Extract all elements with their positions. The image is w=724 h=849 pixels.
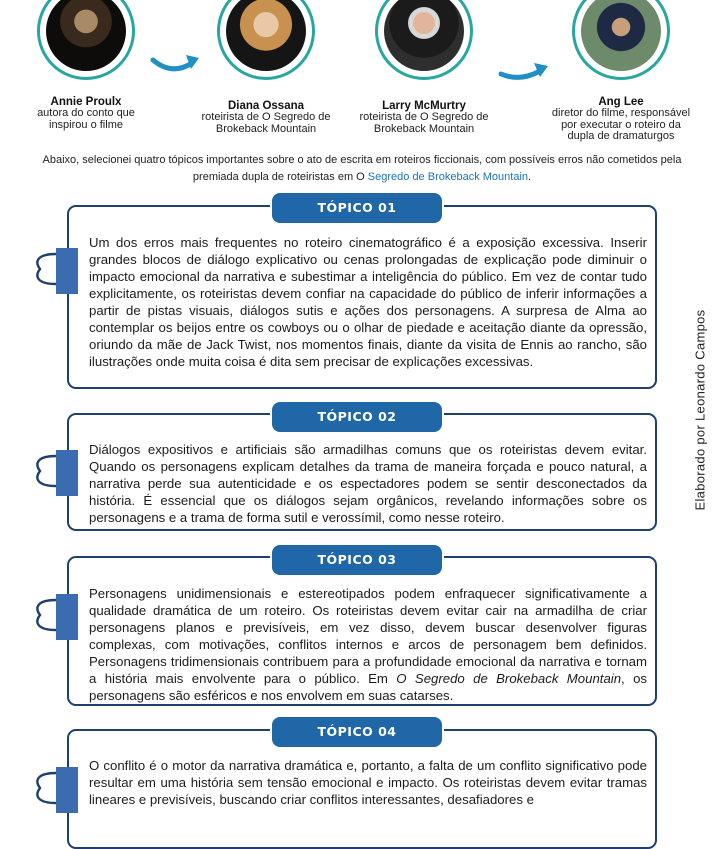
person-name: Ang Lee — [598, 96, 644, 108]
topic-02-text: Diálogos expositivos e artificiais são armadilhas comuns que os roteiristas devem evitar. Quando os personagens explicam detalhes da trama de maneira forçada e pouco natural, a narrativa perde sua autenticidade e os espectadores podem se sentir desconectados da história. É essencial que os diálogos sejam orgânicos, revelando informações sobre os personagens e a trama de forma sutil e verossímil, como nesse roteiro. — [89, 442, 647, 525]
intro-paragraph — [40, 152, 684, 186]
topic-01-label: TÓPICO 01 — [272, 193, 442, 223]
binder-clip-icon — [30, 592, 80, 642]
intro-text-end: . — [528, 171, 532, 183]
topic-04-text: O conflito é o motor da narrativa dramática e, portanto, a falta de um conflito significativo pode resultar em uma história sem tensão emocional e impacto. Os roteiristas devem evitar tramas lineares e previsíveis, buscando criar conflitos interessantes, desafiadores e — [89, 758, 647, 807]
topic-02-label: TÓPICO 02 — [272, 402, 442, 432]
portrait-image — [384, 0, 464, 71]
side-credit-text: Elaborado por Leonardo Campos — [692, 309, 708, 511]
portrait-image — [46, 0, 126, 71]
portrait-image — [581, 0, 661, 71]
topic-01-text: Um dos erros mais frequentes no roteiro cinematográfico é a exposição excessiva. Inserir grandes blocos de diálogo explicativo ou cenas prolongadas de explicação pode diminuir o impacto emocional da narrativa e subestimar a inteligência do público. Em vez de contar tudo explicitamente, os roteiristas devem confiar na capacidade do público de inferir informações a partir de pistas visuais, diálogos sutis e ações dos personagens. A surpresa de Alma ao contemplar os beijos entre os cowboys ou o olhar de piedade e aceitação diante da opressão, oriundo da mãe de Jack Twist, nos momentos finais, diante da visita de Ennis ao rancho, são ilustrações onde muita coisa é dita sem precisar de explicações excessivas. — [89, 235, 647, 369]
person-role: roteirista de O Segredo de Brokeback Mountain — [201, 111, 331, 135]
intro-text: Abaixo, selecionei quatro tópicos importantes sobre o ato de escrita em roteiros ficcionais, com possíveis erros não cometidos pela premiada dupla de roteiristas em O — [42, 154, 682, 183]
person-name: Annie Proulx — [50, 96, 122, 108]
film-title-italic: O Segredo de Brokeback Mountain — [396, 671, 622, 686]
binder-clip-icon — [30, 765, 80, 815]
side-credit — [690, 300, 710, 520]
person-role: diretor do filme, responsável por executar o roteiro da dupla de dramaturgos — [551, 107, 691, 142]
person-name: Diana Ossana — [227, 100, 305, 112]
person-role: autora do conto que inspirou o filme — [37, 107, 135, 131]
topic-03-text-part: Personagens unidimensionais e estereotipados podem enfraquecer significativamente a qualidade dramática de um roteiro. Os roteiristas devem evitar cair na armadilha de criar personagens planos e previsíveis, em vez disso, devem buscar desenvolver figuras complexas, com motivações, conflitos internos e arcos de personagem bem definidos. Personagens tridimensionais contribuem para a profundidade emocional da narrativa e tornam a história mais envolvente para o público. Em — [89, 586, 647, 686]
binder-clip-icon — [30, 246, 80, 296]
topic-03-text — [89, 585, 647, 704]
person-name: Larry McMurtry — [382, 100, 466, 112]
arrow-right-icon — [498, 54, 552, 86]
film-title-link[interactable]: Segredo de Brokeback Mountain — [367, 171, 529, 183]
avatar-larry-mcmurtry — [375, 0, 473, 80]
binder-clip-icon — [30, 448, 80, 498]
topic-03-label: TÓPICO 03 — [272, 545, 442, 575]
topic-04-label: TÓPICO 04 — [272, 717, 442, 747]
avatar-ang-lee — [572, 0, 670, 80]
arrow-right-icon — [150, 46, 202, 78]
portrait-image — [226, 0, 306, 71]
avatar-annie-proulx — [37, 0, 135, 80]
person-role: roteirista de O Segredo de Brokeback Mountain — [359, 111, 489, 135]
avatar-diana-ossana — [217, 0, 315, 80]
topic-03-text-end: , os personagens são esféricos e nos envolvem em suas catarses. — [89, 671, 647, 703]
